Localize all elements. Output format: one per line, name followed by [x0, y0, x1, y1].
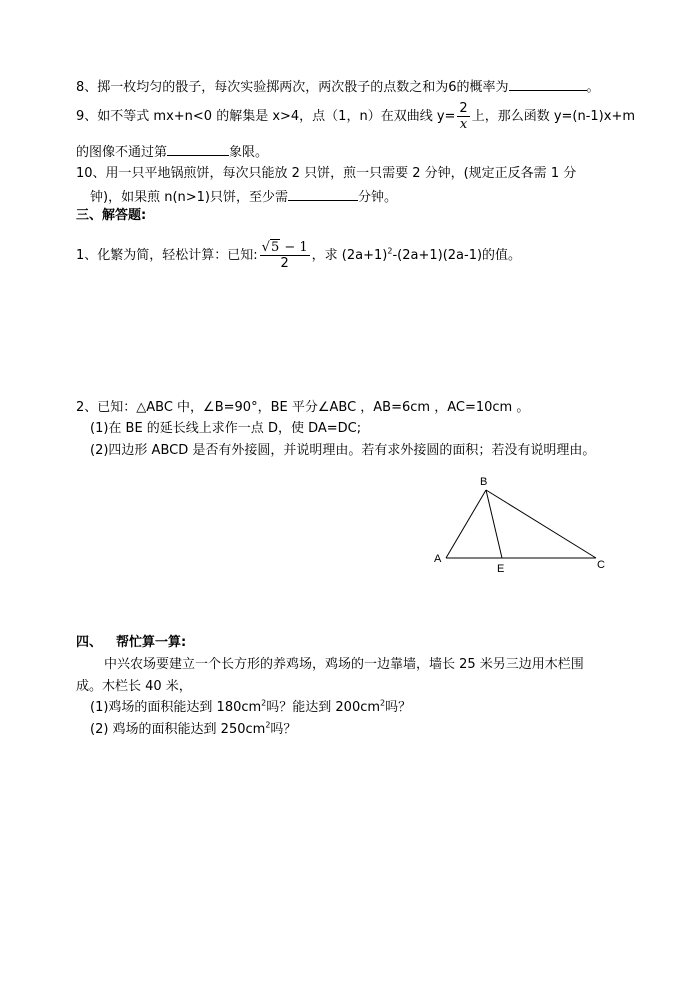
label-b: B: [480, 476, 488, 488]
section-3-title: 三、解答题:: [76, 208, 147, 223]
problem-1-text-c: -(2a+1)(2a-1)的值。: [392, 248, 522, 263]
section-4-text-a: 中兴农场要建立一个长方形的养鸡场，鸡场的一边靠墙，墙长 25 米另三边用木栏围: [104, 657, 584, 672]
answer-blank-9[interactable]: [167, 143, 229, 156]
problem-2-text-a: 2、已知：△ABC 中，∠B=90°，BE 平分∠ABC ，AB=6cm ，AC=10cm 。: [76, 400, 530, 415]
q1-exponent-2: 2: [380, 698, 386, 708]
question-9-text-d: 象限。: [229, 145, 269, 160]
numerator-rest: − 1: [280, 240, 308, 255]
question-8-text: 8、掷一枚均匀的骰子，每次实验掷两次，两次骰子的点数之和为6的概率为: [76, 80, 509, 95]
problem-1: [76, 238, 521, 274]
question-8-end: 。: [586, 80, 600, 95]
problem-2-line-1: [76, 400, 529, 416]
question-8: [76, 78, 600, 96]
label-a: A: [434, 553, 442, 565]
section-4-text-b: 成。木栏长 40 米，: [76, 679, 192, 694]
fraction-denominator: 2: [260, 255, 310, 271]
q2-text-b: 吗？: [270, 722, 297, 737]
q2-text-a: (2) 鸡场的面积能达到 250cm: [90, 722, 266, 737]
fraction-numerator: √5 − 1: [261, 240, 308, 255]
question-9-line-1: [76, 100, 635, 134]
section-4-question-2: [90, 722, 296, 738]
answer-blank-8[interactable]: [509, 78, 587, 91]
radicand: 5: [270, 240, 280, 255]
q1-exponent-1: 2: [261, 698, 267, 708]
triangle-diagram: [420, 468, 620, 578]
segment-ab: [446, 490, 486, 558]
fraction-2-over-x: [457, 101, 469, 132]
fraction-numerator: 2: [459, 101, 468, 116]
question-10-line-1: [76, 166, 576, 182]
fraction-denominator: x: [457, 116, 469, 132]
question-10-text-b: 钟)，如果煎 n(n>1)只饼，至少需: [90, 190, 288, 205]
problem-2-text-c: (2)四边形 ABCD 是否有外接圆，并说明理由。若有求外接圆的面积；若没有说明理由。: [90, 443, 596, 458]
q1-text-b: 吗？能达到 200cm: [266, 700, 381, 715]
question-9-text-b: 上，那么函数 y=(n-1)x+m: [471, 109, 636, 124]
q1-text-c: 吗？: [385, 700, 412, 715]
question-9-text-c: 的图像不通过第: [76, 145, 168, 160]
section-4-title: [76, 635, 186, 651]
question-10-text-c: 分钟。: [358, 190, 398, 205]
section-4-number: 四、: [76, 635, 103, 650]
section-4-question-1: [90, 700, 411, 716]
section-4-heading: 帮忙算一算:: [116, 635, 187, 650]
problem-2-text-b: (1)在 BE 的延长线上求作一点 D，使 DA=DC;: [90, 421, 362, 436]
label-c: C: [597, 559, 605, 571]
problem-1-text-a: 1、化繁为简，轻松计算：已知:: [76, 248, 258, 263]
question-9-text-a: 9、如不等式 mx+n<0 的解集是 x>4，点（1，n）在双曲线 y=: [76, 109, 456, 124]
problem-1-text-b: ，求 (2a+1): [311, 248, 388, 263]
exponent: 2: [387, 246, 393, 256]
question-10-text-a: 10、用一只平地锅煎饼，每次只能放 2 只饼，煎一只需要 2 分钟，(规定正反各需 1 分: [76, 166, 577, 181]
problem-2-line-3: [90, 443, 595, 459]
question-9-line-2: [76, 143, 268, 161]
segment-be: [486, 490, 502, 558]
section-4-line-1: [104, 657, 584, 673]
fraction-sqrt5-minus-1-over-2: [260, 240, 310, 271]
problem-2-line-2: [90, 421, 361, 437]
question-10-line-2: [90, 188, 397, 206]
segment-bc: [486, 490, 596, 558]
label-e: E: [497, 563, 505, 575]
answer-blank-10[interactable]: [288, 188, 358, 201]
q2-exponent: 2: [265, 720, 271, 730]
section-4-line-2: [76, 679, 192, 695]
q1-text-a: (1)鸡场的面积能达到 180cm: [90, 700, 262, 715]
